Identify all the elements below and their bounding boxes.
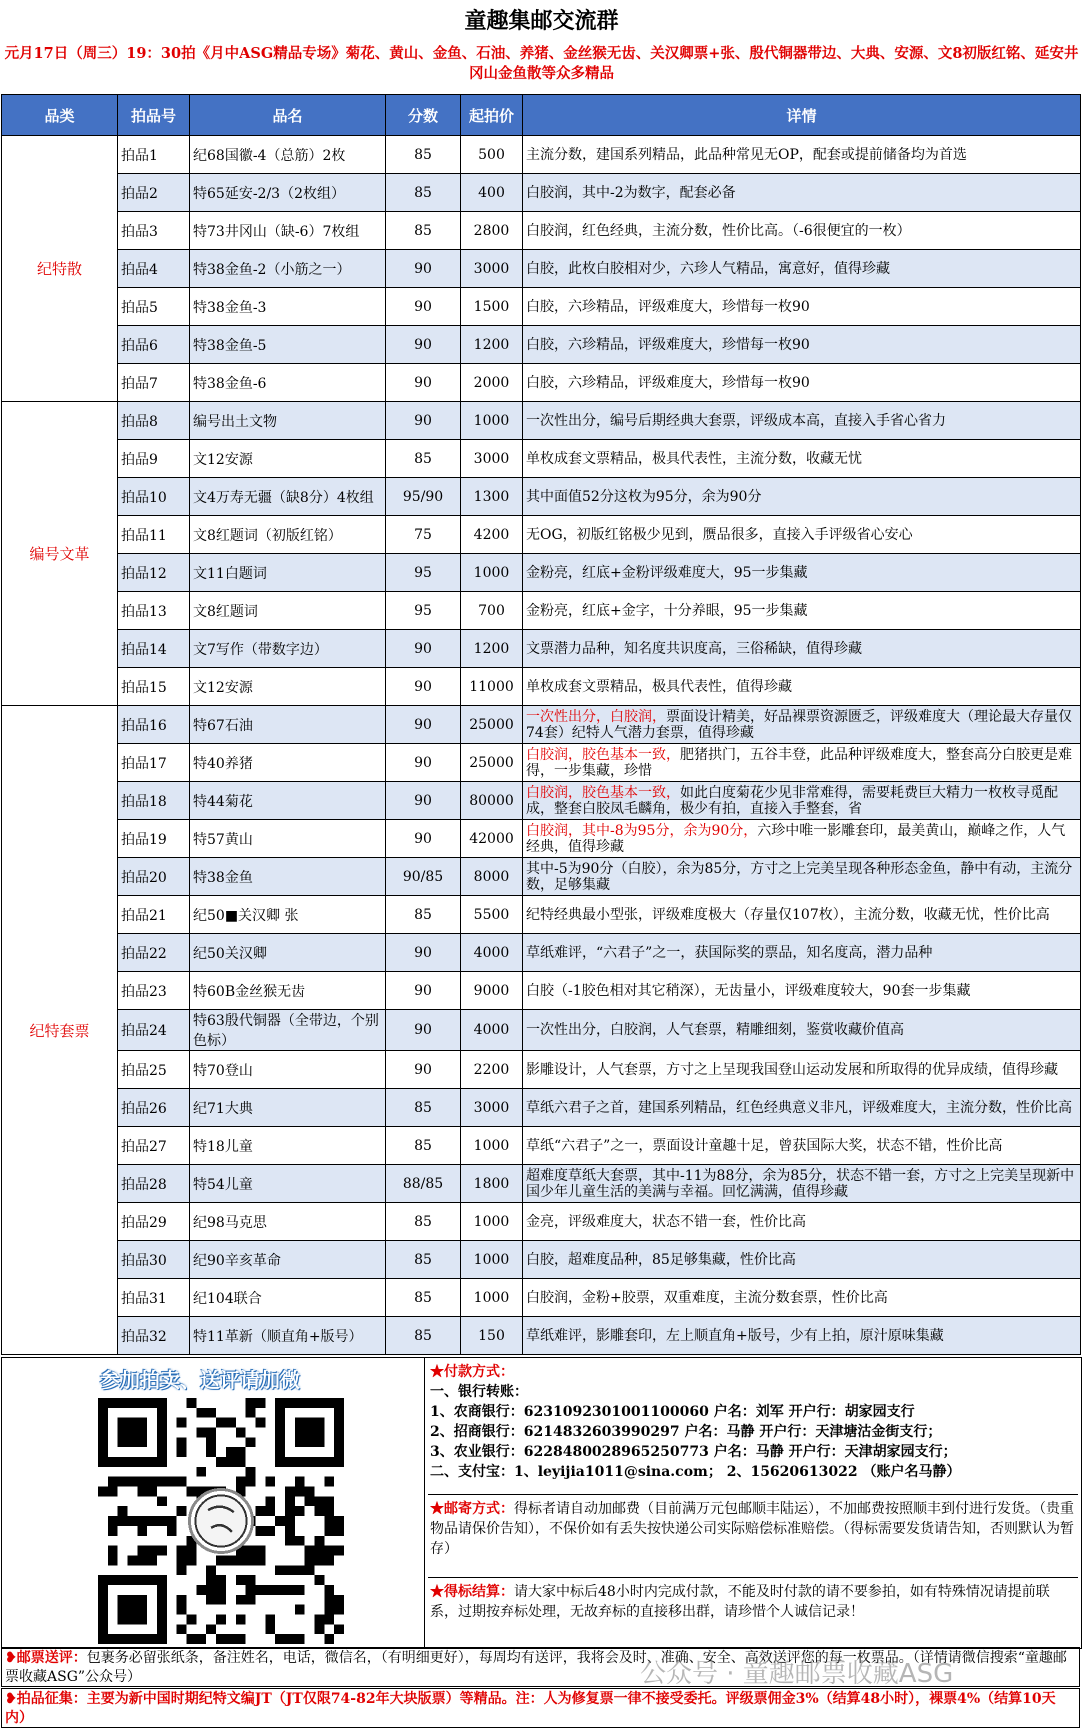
lot-name: 文12安源	[190, 668, 386, 706]
table-row	[2, 288, 1081, 326]
lot-detail-text: 超难度草纸大套票，其中-11为88分，余为85分，状态不错一套，方寸之上完美呈现新中国少年儿童生活的美满与幸福。回忆满满，值得珍藏	[526, 1167, 1075, 1200]
lot-detail	[523, 478, 1081, 516]
lot-detail-text: 文票潜力品种，知名度共识度高，三俗稀缺，值得珍藏	[526, 640, 862, 657]
table-row	[2, 250, 1081, 288]
lot-number: 拍品6	[118, 326, 190, 364]
lot-detail-text: 白胶润，金粉+胶票，双重难度，主流分数套票，性价比高	[526, 1289, 888, 1306]
lot-detail	[523, 820, 1081, 858]
lot-detail-text: 单枚成套文票精品，极具代表性，值得珍藏	[526, 678, 792, 695]
lot-start-price: 3000	[461, 250, 523, 288]
lot-detail	[523, 364, 1081, 402]
lot-number: 拍品3	[118, 212, 190, 250]
lot-score: 85	[386, 1203, 461, 1241]
table-row	[2, 174, 1081, 212]
lot-start-price: 2800	[461, 212, 523, 250]
lot-detail	[523, 782, 1081, 820]
bank-line-2: 2、招商银行：6214832603990297 户名：马静 开户行：天津塘沽金街支行；	[430, 1424, 942, 1440]
lot-name: 特65延安-2/3（2枚组）	[190, 174, 386, 212]
lot-name: 文4万寿无疆（缺8分）4枚组	[190, 478, 386, 516]
lot-number: 拍品32	[118, 1317, 190, 1355]
lot-detail-text: 金亮，评级难度大，状态不错一套，性价比高	[526, 1213, 806, 1230]
watermark: 公众号 · 童趣邮票收藏ASG	[640, 1659, 954, 1689]
lot-score: 90	[386, 934, 461, 972]
table-row	[2, 1089, 1081, 1127]
lot-number: 拍品19	[118, 820, 190, 858]
lot-start-price: 2200	[461, 1051, 523, 1089]
lot-start-price: 3000	[461, 440, 523, 478]
lot-start-price: 400	[461, 174, 523, 212]
lot-number: 拍品10	[118, 478, 190, 516]
table-row	[2, 896, 1081, 934]
lot-start-price: 5500	[461, 896, 523, 934]
settle-text: 请大家中标后48小时内完成付款，不能及时付款的请不要参拍，如有特殊情况请提前联系，过期按弃标处理，无故弃标的直接移出群，请珍惜个人诚信记录！	[430, 1584, 1050, 1620]
lot-detail	[523, 1279, 1081, 1317]
table-row	[2, 706, 1081, 744]
mail-header: ★邮寄方式：	[430, 1501, 514, 1517]
header-start-price: 起拍价	[461, 95, 523, 136]
lot-number: 拍品26	[118, 1089, 190, 1127]
table-row	[2, 972, 1081, 1010]
lot-name: 纪104联合	[190, 1279, 386, 1317]
lot-detail-text: 无OG，初版红铭极少见到，赝品很多，直接入手评级省心安心	[526, 526, 913, 543]
lot-detail-highlight: 一次性出分，白胶润，	[526, 708, 666, 725]
lot-start-price: 1000	[461, 1203, 523, 1241]
lot-score: 90	[386, 972, 461, 1010]
lot-detail-text: 金粉亮，红底+金字，十分养眼，95一步集藏	[526, 602, 808, 619]
qr-code-icon[interactable]	[98, 1398, 344, 1644]
table-header-row	[2, 95, 1081, 136]
lot-number: 拍品27	[118, 1127, 190, 1165]
table-row	[2, 782, 1081, 820]
lot-start-price: 1200	[461, 630, 523, 668]
alipay-line: 二、支付宝：1、leyijia1011@sina.com； 2、15620613022 （账户名马静）	[430, 1464, 961, 1480]
lot-score: 85	[386, 1241, 461, 1279]
settle-header: ★得标结算：	[430, 1584, 514, 1600]
lot-start-price: 2000	[461, 364, 523, 402]
lot-name: 特70登山	[190, 1051, 386, 1089]
table-row	[2, 1010, 1081, 1051]
header-score: 分数	[386, 95, 461, 136]
lot-detail	[523, 1127, 1081, 1165]
lot-start-price: 500	[461, 136, 523, 174]
table-row	[2, 1127, 1081, 1165]
lot-detail-text: 一次性出分，编号后期经典大套票，评级成本高，直接入手省心省力	[526, 412, 946, 429]
lot-number: 拍品5	[118, 288, 190, 326]
lot-detail-text: 白胶，此枚白胶相对少，六珍人气精品，寓意好，值得珍藏	[526, 260, 890, 277]
footer-appraisal-text: 包裹务必留张纸条，备注姓名，电话，微信名，（有明细更好），每周均有送评，我将会及时、准确、安全、高效送评您的每一枚票品。（详情请微信搜索“童趣邮票收藏ASG”公众号）	[5, 1650, 1067, 1685]
lot-name: 纪90辛亥革命	[190, 1241, 386, 1279]
table-row	[2, 934, 1081, 972]
table-row	[2, 630, 1081, 668]
bottom-info-panel	[1, 1357, 1082, 1649]
lot-score: 90	[386, 630, 461, 668]
lot-name: 纪50关汉卿	[190, 934, 386, 972]
lot-name: 特73井冈山（缺-6）7枚组	[190, 212, 386, 250]
table-row	[2, 744, 1081, 782]
lot-score: 95	[386, 592, 461, 630]
mail-text: 得标者请自动加邮费（目前满万元包邮顺丰陆运），不加邮费按照顺丰到付进行发货。（贵重物品请保价告知），不保价如有丢失按快递公司实际赔偿标准赔偿。（得标需要发货请告知，否则默认为暂存）	[430, 1501, 1074, 1557]
lot-score: 90	[386, 706, 461, 744]
table-row	[2, 1165, 1081, 1203]
lot-number: 拍品22	[118, 934, 190, 972]
lot-name: 纪71大典	[190, 1089, 386, 1127]
table-row	[2, 820, 1081, 858]
lot-detail-text: 一次性出分，白胶润，人气套票，精雕细刻，鉴赏收藏价值高	[526, 1022, 904, 1038]
lot-start-price: 700	[461, 592, 523, 630]
header-category: 品类	[2, 95, 118, 136]
lot-detail	[523, 212, 1081, 250]
bank-title: 一、银行转账：	[430, 1384, 528, 1400]
table-row	[2, 1317, 1081, 1355]
table-row	[2, 1241, 1081, 1279]
lot-number: 拍品28	[118, 1165, 190, 1203]
lot-number: 拍品15	[118, 668, 190, 706]
lot-number: 拍品13	[118, 592, 190, 630]
lot-start-price: 80000	[461, 782, 523, 820]
lot-score: 85	[386, 174, 461, 212]
lot-number: 拍品8	[118, 402, 190, 440]
lot-detail	[523, 1051, 1081, 1089]
lot-detail	[523, 174, 1081, 212]
table-row	[2, 212, 1081, 250]
lot-number: 拍品12	[118, 554, 190, 592]
lot-number: 拍品4	[118, 250, 190, 288]
lot-name: 纪50■关汉卿 张	[190, 896, 386, 934]
lot-score: 90	[386, 250, 461, 288]
lot-detail	[523, 516, 1081, 554]
lot-score: 85	[386, 896, 461, 934]
category-cell: 纪特散	[2, 136, 118, 402]
bank-line-3: 3、农业银行：6228480028965250773 户名：马静 开户行：天津胡家园支行；	[430, 1444, 957, 1460]
lot-start-price: 1300	[461, 478, 523, 516]
lot-detail	[523, 1089, 1081, 1127]
lot-start-price: 150	[461, 1317, 523, 1355]
lot-score: 90	[386, 744, 461, 782]
lot-detail	[523, 1165, 1081, 1203]
lot-start-price: 42000	[461, 820, 523, 858]
lot-detail	[523, 402, 1081, 440]
page-title: 童趣集邮交流群	[464, 8, 619, 34]
lot-detail-text: 草纸六君子之首，建国系列精品，红色经典意义非凡，评级难度大，主流分数，性价比高	[526, 1099, 1072, 1116]
lot-name: 文8红题词	[190, 592, 386, 630]
lot-detail	[523, 440, 1081, 478]
lot-detail	[523, 668, 1081, 706]
lot-start-price: 1800	[461, 1165, 523, 1203]
lot-number: 拍品9	[118, 440, 190, 478]
lot-score: 90	[386, 1051, 461, 1089]
lot-start-price: 1000	[461, 1279, 523, 1317]
lot-name: 特38金鱼-6	[190, 364, 386, 402]
lot-score: 90/85	[386, 858, 461, 896]
lot-start-price: 4200	[461, 516, 523, 554]
payment-info	[428, 1358, 1078, 1626]
table-row	[2, 136, 1081, 174]
lot-score: 95	[386, 554, 461, 592]
lot-score: 90	[386, 402, 461, 440]
lot-score: 90	[386, 326, 461, 364]
lot-score: 90	[386, 364, 461, 402]
lot-name: 特18儿童	[190, 1127, 386, 1165]
table-row	[2, 858, 1081, 896]
lot-detail-highlight: 白胶润，其中-8为95分，余为90分，	[526, 822, 758, 839]
header-detail: 详情	[523, 95, 1081, 136]
lot-score: 85	[386, 1089, 461, 1127]
table-row	[2, 592, 1081, 630]
table-row	[2, 1203, 1081, 1241]
lot-detail-text: 主流分数，建国系列精品，此品种常见无OP，配套或提前储备均为首选	[526, 146, 967, 163]
table-row	[2, 326, 1081, 364]
lot-detail	[523, 554, 1081, 592]
lot-name: 特11革新（顺直角+版号）	[190, 1317, 386, 1355]
lot-detail-text: 草纸“六君子”之一，票面设计童趣十足，曾获国际大奖，状态不错，性价比高	[526, 1137, 1003, 1154]
lot-start-price: 8000	[461, 858, 523, 896]
lot-start-price: 1000	[461, 1127, 523, 1165]
payment-header: ★付款方式：	[430, 1364, 514, 1380]
footer-appraisal-header: ❥邮票送评：	[5, 1650, 87, 1666]
lot-score: 75	[386, 516, 461, 554]
lot-number: 拍品7	[118, 364, 190, 402]
lot-number: 拍品11	[118, 516, 190, 554]
lot-detail	[523, 326, 1081, 364]
lot-start-price: 3000	[461, 1089, 523, 1127]
lot-detail	[523, 858, 1081, 896]
lot-name: 文11白题词	[190, 554, 386, 592]
lot-score: 85	[386, 440, 461, 478]
lot-detail-text: 肥猪拱门，五谷丰登，此品种评级难度大，整套高分白胶更是难得，一步集藏，珍惜	[526, 746, 1072, 779]
lot-name: 特67石油	[190, 706, 386, 744]
table-row	[2, 516, 1081, 554]
lot-name: 特38金鱼-3	[190, 288, 386, 326]
lot-number: 拍品16	[118, 706, 190, 744]
lot-start-price: 1000	[461, 554, 523, 592]
lot-detail-text: 白胶，六珍精品，评级难度大，珍惜每一枚90	[526, 374, 810, 391]
lot-name: 特60B金丝猴无齿	[190, 972, 386, 1010]
lot-detail-highlight: 白胶润，胶色基本一致，	[526, 746, 680, 763]
header-lot-no: 拍品号	[118, 95, 190, 136]
lot-score: 90	[386, 1010, 461, 1051]
lot-number: 拍品1	[118, 136, 190, 174]
table-row	[2, 478, 1081, 516]
lot-score: 90	[386, 820, 461, 858]
lot-start-price: 1000	[461, 402, 523, 440]
lot-number: 拍品2	[118, 174, 190, 212]
lot-detail	[523, 630, 1081, 668]
category-cell: 纪特套票	[2, 706, 118, 1355]
qr-section	[2, 1358, 425, 1648]
lot-start-price: 4000	[461, 934, 523, 972]
lot-score: 90	[386, 288, 461, 326]
lot-number: 拍品18	[118, 782, 190, 820]
lot-number: 拍品14	[118, 630, 190, 668]
lot-score: 85	[386, 1127, 461, 1165]
lot-detail-text: 其中面值52分这枚为95分，余为90分	[526, 488, 762, 505]
lot-number: 拍品23	[118, 972, 190, 1010]
table-row	[2, 1279, 1081, 1317]
lot-number: 拍品25	[118, 1051, 190, 1089]
lot-detail-text: 白胶（-1胶色相对其它稍深），无齿量小，评级难度较大，90套一步集藏	[526, 982, 971, 999]
lot-score: 95/90	[386, 478, 461, 516]
lot-detail	[523, 136, 1081, 174]
lot-start-price: 9000	[461, 972, 523, 1010]
lot-detail-text: 票面设计精美，好品裸票资源匮乏，评级难度大（理论最大存量仅74套）纪特人气潜力套票，值得珍藏	[526, 708, 1072, 741]
table-row	[2, 440, 1081, 478]
bank-line-1: 1、农商银行：6231092301001100060 户名：刘军 开户行：胡家园支行	[430, 1404, 915, 1420]
lot-detail	[523, 706, 1081, 744]
lot-detail	[523, 288, 1081, 326]
lot-score: 85	[386, 136, 461, 174]
lot-number: 拍品30	[118, 1241, 190, 1279]
lot-number: 拍品21	[118, 896, 190, 934]
lot-start-price: 1500	[461, 288, 523, 326]
table-row	[2, 402, 1081, 440]
lot-score: 85	[386, 1317, 461, 1355]
lot-detail	[523, 896, 1081, 934]
lot-start-price: 1200	[461, 326, 523, 364]
lot-detail-text: 白胶，六珍精品，评级难度大，珍惜每一枚90	[526, 336, 810, 353]
lot-name: 特57黄山	[190, 820, 386, 858]
lot-detail-text: 白胶，六珍精品，评级难度大，珍惜每一枚90	[526, 298, 810, 315]
lot-detail	[523, 934, 1081, 972]
lot-detail-text: 如此白度菊花少见非常难得，需要耗费巨大精力一枚枚寻觅配成，整套白胶凤毛麟角，极少有拍，直接入手整套，省	[526, 784, 1058, 817]
lot-number: 拍品29	[118, 1203, 190, 1241]
qr-caption: 参加拍卖、送评请加微	[100, 1368, 300, 1392]
lot-detail	[523, 744, 1081, 782]
lot-detail-highlight: 白胶润，胶色基本一致，	[526, 784, 680, 801]
lot-detail	[523, 250, 1081, 288]
category-cell: 编号文革	[2, 402, 118, 706]
lot-start-price: 25000	[461, 744, 523, 782]
lot-start-price: 4000	[461, 1010, 523, 1051]
table-row	[2, 1051, 1081, 1089]
lot-score: 85	[386, 212, 461, 250]
mail-section	[428, 1495, 1078, 1578]
lot-number: 拍品17	[118, 744, 190, 782]
settle-section	[428, 1578, 1078, 1626]
lot-score: 90	[386, 782, 461, 820]
lot-detail-text: 单枚成套文票精品，极具代表性，主流分数，收藏无忧	[526, 450, 862, 467]
lot-detail	[523, 972, 1081, 1010]
lot-detail-text: 白胶润，其中-2为数字，配套必备	[526, 184, 736, 201]
lot-name: 特38金鱼-2（小筋之一）	[190, 250, 386, 288]
lot-name: 特40养猪	[190, 744, 386, 782]
footer-collection: ❥拍品征集：主要为新中国时期纪特文编JT（JT仅限74-82年大块版票）等精品。注：人为修复票一律不接受委托。评级票佣金3%（结算48小时），裸票4%（结算10天内）	[1, 1688, 1080, 1728]
lot-detail-text: 草纸难评，影雕套印，左上顺直角+版号，少有上拍，原汁原味集藏	[526, 1327, 944, 1344]
lot-detail-text: 白胶润，红色经典，主流分数，性价比高。（-6很便宜的一枚）	[526, 222, 911, 239]
lot-score: 85	[386, 1279, 461, 1317]
header-name: 品名	[190, 95, 386, 136]
lot-name: 纪68国徽-4（总筋）2枚	[190, 136, 386, 174]
auction-subtitle: 元月17日（周三）19：30拍《月中ASG精品专场》菊花、黄山、金鱼、石油、养猪、金丝猴无齿、关汉卿票+张、殷代铜器带边、大典、安源、文8初版红铭、延安井冈山金鱼散等众多精品	[4, 45, 1079, 82]
auction-table	[1, 94, 1081, 1355]
lot-detail	[523, 1241, 1081, 1279]
lot-detail-text: 草纸难评，“六君子”之一，获国际奖的票品，知名度高，潜力品种	[526, 944, 933, 961]
lot-detail-text: 其中-5为90分（白胶），余为85分，方寸之上完美呈现各种形态金鱼，静中有动，主流分数，足够集藏	[526, 860, 1073, 893]
lot-detail	[523, 1203, 1081, 1241]
lot-detail	[523, 1010, 1081, 1051]
lot-start-price: 25000	[461, 706, 523, 744]
lot-name: 文12安源	[190, 440, 386, 478]
table-row	[2, 668, 1081, 706]
table-row	[2, 364, 1081, 402]
lot-score: 88/85	[386, 1165, 461, 1203]
lot-name: 特38金鱼-5	[190, 326, 386, 364]
lot-name: 文7写作（带数字边）	[190, 630, 386, 668]
lot-detail-text: 影雕设计，人气套票，方寸之上呈现我国登山运动发展和所取得的优异成绩，值得珍藏	[526, 1061, 1058, 1078]
lot-name: 特54儿童	[190, 1165, 386, 1203]
lot-number: 拍品20	[118, 858, 190, 896]
lot-name: 特44菊花	[190, 782, 386, 820]
lot-name: 纪98马克思	[190, 1203, 386, 1241]
lot-detail-text: 六珍中唯一影雕套印，最美黄山，巅峰之作，人气经典，值得珍藏	[526, 822, 1066, 855]
lot-name: 编号出土文物	[190, 402, 386, 440]
lot-name: 文8红题词（初版红铭）	[190, 516, 386, 554]
lot-score: 90	[386, 668, 461, 706]
lot-number: 拍品31	[118, 1279, 190, 1317]
lot-name: 特63殷代铜器（全带边，个别色标）	[190, 1010, 386, 1051]
lot-detail	[523, 1317, 1081, 1355]
lot-detail-text: 白胶，超难度品种，85足够集藏，性价比高	[526, 1251, 796, 1268]
lot-name: 特38金鱼	[190, 858, 386, 896]
lot-start-price: 1000	[461, 1241, 523, 1279]
lot-number: 拍品24	[118, 1010, 190, 1051]
table-row	[2, 554, 1081, 592]
lot-detail-text: 金粉亮，红底+金粉评级难度大，95一步集藏	[526, 564, 808, 581]
lot-detail	[523, 592, 1081, 630]
payment-section	[428, 1358, 1078, 1495]
lot-detail-text: 纪特经典最小型张，评级难度极大（存量仅107枚），主流分数，收藏无忧，性价比高	[526, 906, 1050, 923]
lot-start-price: 11000	[461, 668, 523, 706]
